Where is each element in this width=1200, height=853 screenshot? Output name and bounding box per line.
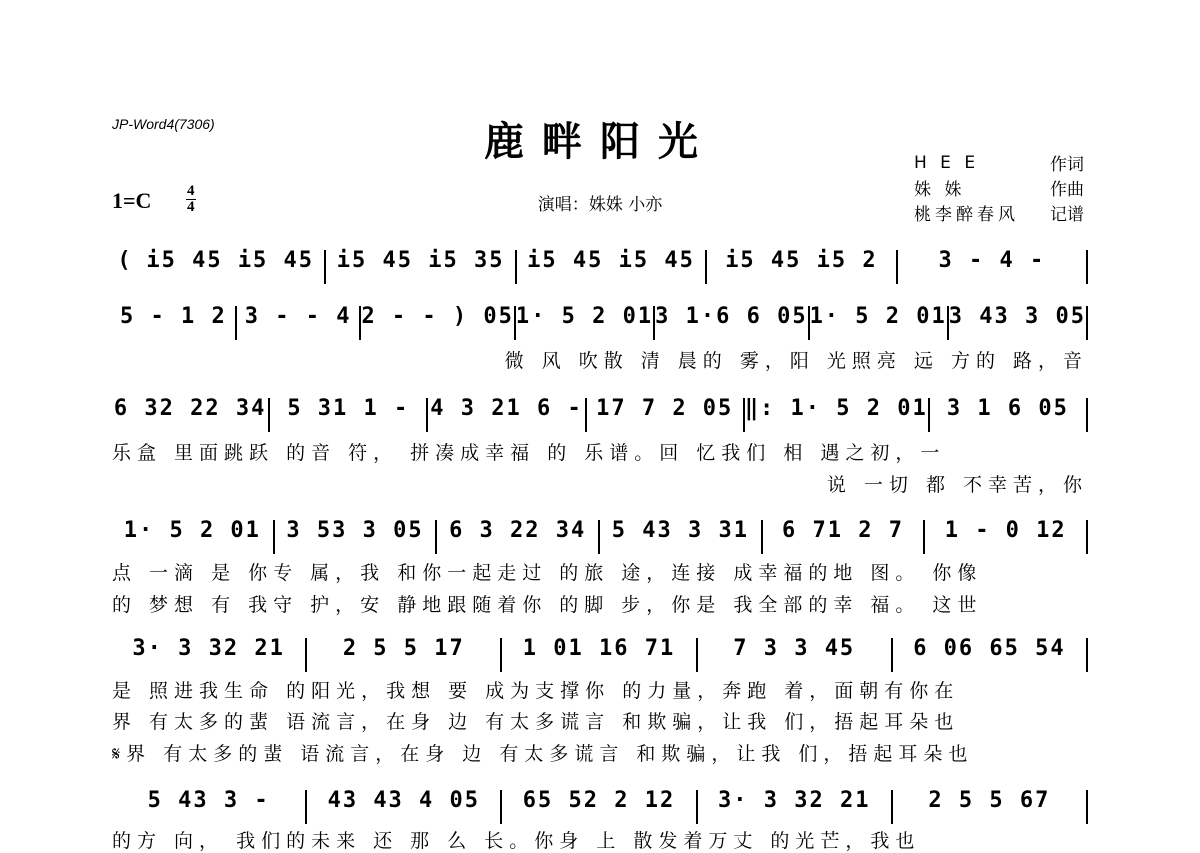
measure: 5 31 1 - — [287, 396, 410, 421]
measure: 2 5 5 17 — [342, 636, 465, 661]
measure: 5 - 1 2 — [120, 304, 227, 329]
measure: 1· 5 2 01 — [809, 304, 947, 329]
measure: 2 - - ) 05 — [361, 304, 514, 329]
lyrics-line: 𝄋界 有太多的蜚 语流言，在身 边 有太多谎言 和欺骗，让我 们，捂起耳朵也 — [112, 743, 974, 765]
lyrics-line: 微 风 吹散 清 晨的 雾，阳 光照亮 远 方的 路，音 — [504, 350, 1088, 372]
lyrics-line: 点 一滴 是 你专 属，我 和你一起走过 的旅 途，连接 成幸福的地 图。 你像 — [112, 562, 983, 584]
measure: 6 3 22 34 — [449, 518, 587, 543]
credit-transcriber — [914, 200, 1084, 225]
credit-name: 姝 姝 — [914, 180, 966, 200]
credit-role: 作曲 — [1050, 180, 1084, 200]
measure: 1· 5 2 01 — [123, 518, 261, 543]
measure: i5 45 i5 35 — [336, 248, 505, 273]
notation-system-4 — [112, 518, 1088, 558]
measure: ‖: 1· 5 2 01 — [744, 396, 928, 421]
lyrics-line: 界 有太多的蜚 语流言，在身 边 有太多谎言 和欺骗，让我 们，捂起耳朵也 — [112, 711, 960, 733]
credit-name: H E E — [914, 152, 980, 173]
measure: 65 52 2 12 — [522, 788, 676, 813]
notation-system-2 — [112, 304, 1088, 344]
measure: i5 45 i5 45 — [527, 248, 695, 273]
measure: 43 43 4 05 — [327, 788, 481, 813]
time-signature-top: 4 — [187, 183, 195, 199]
barline — [1086, 398, 1088, 432]
measure: 5 43 3 31 — [611, 518, 749, 543]
credit-composer — [914, 175, 1084, 200]
notation-system-1 — [112, 248, 1088, 288]
lyrics-line: 是 照进我生命 的阳光，我想 要 成为支撑你 的力量，奔跑 着，面朝有你在 — [112, 680, 960, 702]
credit-name: 桃李醉春风 — [914, 205, 1019, 225]
measure: 3 43 3 05 — [948, 304, 1086, 329]
barline — [1086, 520, 1088, 554]
credits — [914, 150, 1084, 225]
credit-role: 记谱 — [1050, 205, 1084, 225]
measure: 3 53 3 05 — [286, 518, 424, 543]
measure: 3 1 6 05 — [946, 396, 1069, 421]
measure: 6 71 2 7 — [782, 518, 904, 543]
barline — [1086, 790, 1088, 824]
measure: 1· 5 2 01 — [515, 304, 654, 329]
measure: 1 - 0 12 — [944, 518, 1067, 543]
barline — [1086, 638, 1088, 672]
lyrics-line: 乐盒 里面跳跃 的音 符， 拼凑成幸福 的 乐谱。回 忆我们 相 遇之初，一 — [112, 442, 946, 464]
measure: i5 45 i5 2 — [725, 248, 878, 273]
measure: 3 1·6 6 05 — [655, 304, 808, 329]
measure: 17 7 2 05 — [596, 396, 734, 421]
open-paren: ( — [117, 248, 131, 273]
notation-system-6 — [112, 788, 1088, 828]
measure: 3· 3 32 21 — [717, 788, 871, 813]
performer: 演唱：姝姝 小亦 — [537, 195, 663, 215]
measure: 5 43 3 - — [147, 788, 270, 813]
key-signature: 1=C — [112, 188, 152, 213]
barline — [1086, 250, 1088, 284]
measure: 3· 3 32 21 — [132, 636, 285, 661]
measure: 1 01 16 71 — [522, 636, 676, 661]
measure: 6 06 65 54 — [913, 636, 1066, 661]
time-signature-bottom: 4 — [187, 199, 195, 215]
credit-role: 作词 — [1050, 155, 1084, 175]
lyrics-line: 说 一切 都 不幸苦，你 — [826, 474, 1088, 496]
measure: 2 5 5 67 — [928, 788, 1051, 813]
measure: i5 45 i5 45 — [146, 248, 315, 273]
notation-system-3 — [112, 396, 1088, 436]
measure: 3 - - 4 — [244, 304, 352, 329]
credit-lyricist — [914, 150, 1084, 175]
song-title: 鹿畔阳光 — [484, 118, 716, 165]
barline — [1086, 306, 1088, 340]
notation-system-5 — [112, 636, 1088, 676]
lyrics-line: 的方 向， 我们的未来 还 那 么 长。你身 上 散发着万丈 的光芒，我也 — [112, 830, 921, 852]
lyrics-line: 的 梦想 有 我守 护，安 静地跟随着你 的脚 步，你是 我全部的幸 福。 这世 — [112, 594, 983, 616]
software-watermark: JP-Word4(7306) — [112, 116, 215, 132]
measure: 7 3 3 45 — [733, 636, 856, 661]
measure: 3 - 4 - — [938, 248, 1046, 273]
measure: 6 32 22 34 — [113, 396, 267, 421]
measure: 4 3 21 6 - — [430, 396, 583, 421]
